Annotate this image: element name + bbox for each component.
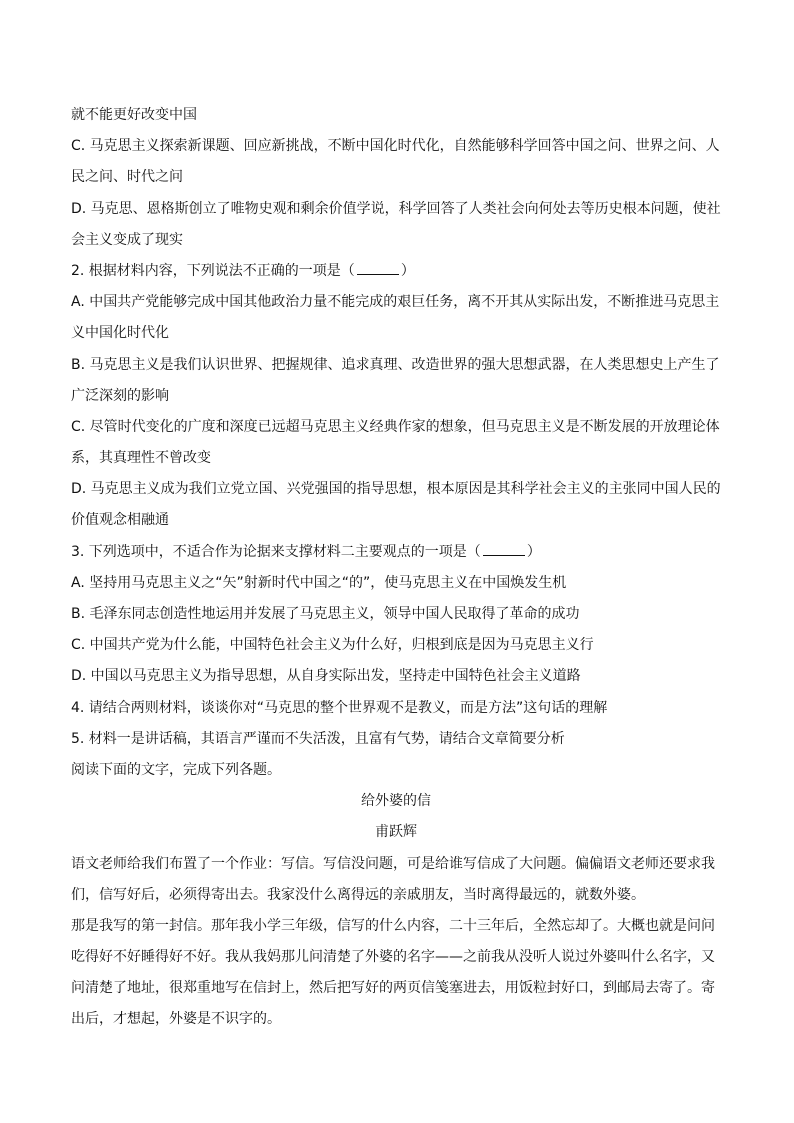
answer-blank <box>483 543 525 556</box>
question-3 <box>71 537 721 568</box>
question-3-paren: ） <box>526 543 541 560</box>
option-a-line: A. 坚持用马克思主义之“矢”射新时代中国之“的”，使马克思主义在中国焕发生机 <box>71 574 567 591</box>
text-line: 价值观念相融通 <box>71 512 169 529</box>
text-line: 就不能更好改变中国 <box>71 107 197 123</box>
question-2-paren: ） <box>400 262 415 279</box>
option-d-line: D. 中国以马克思主义为指导思想，从自身实际出发，坚持走中国特色社会主义道路 <box>71 668 581 685</box>
option-a-line: A. 中国共产党能够完成中国其他政治力量不能完成的艰巨任务，离不开其从实际出发，不断推进马克思主 <box>71 294 720 311</box>
paragraph-line: 们，信写好后，必须得寄出去。我家没什么离得远的亲戚朋友，当时离得最远的，就数外婆。 <box>71 886 645 903</box>
option-d-line: D. 马克思、恩格斯创立了唯物史观和剩余价值学说，科学回答了人类社会向何处去等历史根本问题，使社 <box>71 200 721 217</box>
paragraph-line: 那是我写的第一封信。那年我小学三年级，信写的什么内容，二十三年后，全然忘却了。大概也就是问问 <box>71 917 715 934</box>
paragraph-line: 出后，才想起，外婆是不识字的。 <box>71 1011 281 1028</box>
option-c-line: C. 中国共产党为什么能，中国特色社会主义为什么好，归根到底是因为马克思主义行 <box>71 637 594 654</box>
text-line: 系，其真理性不曾改变 <box>71 450 211 467</box>
paragraph-line: 语文老师给我们布置了一个作业：写信。写信没问题，可是给谁写信成了大问题。偏偏语文老师还要求我 <box>71 855 715 872</box>
text-line: 会主义变成了现实 <box>71 231 183 248</box>
option-d-line: D. 马克思主义成为我们立党立国、兴党强国的指导思想，根本原因是其科学社会主义的主张同中国人民的 <box>71 481 721 498</box>
option-b-line: B. 马克思主义是我们认识世界、把握规律、追求真理、改造世界的强大思想武器，在人类思想史上产生了 <box>71 356 720 373</box>
article-author: 甫跃辉 <box>375 824 417 841</box>
option-c-line: C. 尽管时代变化的广度和深度已远超马克思主义经典作家的想象，但马克思主义是不断发展的开放理论体 <box>71 418 720 435</box>
reading-instruction: 阅读下面的文字，完成下列各题。 <box>71 761 281 778</box>
paragraph-line: 问清楚了地址，很郑重地写在信封上，然后把写好的两页信笺塞进去，用饭粒封好口，到邮局去寄了。寄 <box>71 980 715 997</box>
question-2-text: 2. 根据材料内容，下列说法不正确的一项是（ <box>71 262 355 279</box>
text-line: 广泛深刻的影响 <box>71 387 169 404</box>
text-line: 义中国化时代化 <box>71 325 169 342</box>
question-4: 4. 请结合两则材料，谈谈你对“马克思的整个世界观不是教义，而是方法”这句话的理解 <box>71 699 608 716</box>
option-c-line: C. 马克思主义探索新课题、回应新挑战，不断中国化时代化，自然能够科学回答中国之问、世界之问、人 <box>71 138 720 155</box>
text-line: 民之问、时代之问 <box>71 169 183 186</box>
paragraph-line: 吃得好不好睡得好不好。我从我妈那儿问清楚了外婆的名字——之前我从没听人说过外婆叫什么名字，又 <box>71 949 715 966</box>
document-body <box>71 100 721 1036</box>
article-title: 给外婆的信 <box>361 793 431 810</box>
question-5: 5. 材料一是讲话稿，其语言严谨而不失活泼，且富有气势，请结合文章简要分析 <box>71 730 565 747</box>
question-3-text: 3. 下列选项中，不适合作为论据来支撑材料二主要观点的一项是（ <box>71 543 481 560</box>
option-b-line: B. 毛泽东同志创造性地运用并发展了马克思主义，领导中国人民取得了革命的成功 <box>71 606 580 622</box>
answer-blank <box>357 262 399 275</box>
question-2 <box>71 256 721 287</box>
